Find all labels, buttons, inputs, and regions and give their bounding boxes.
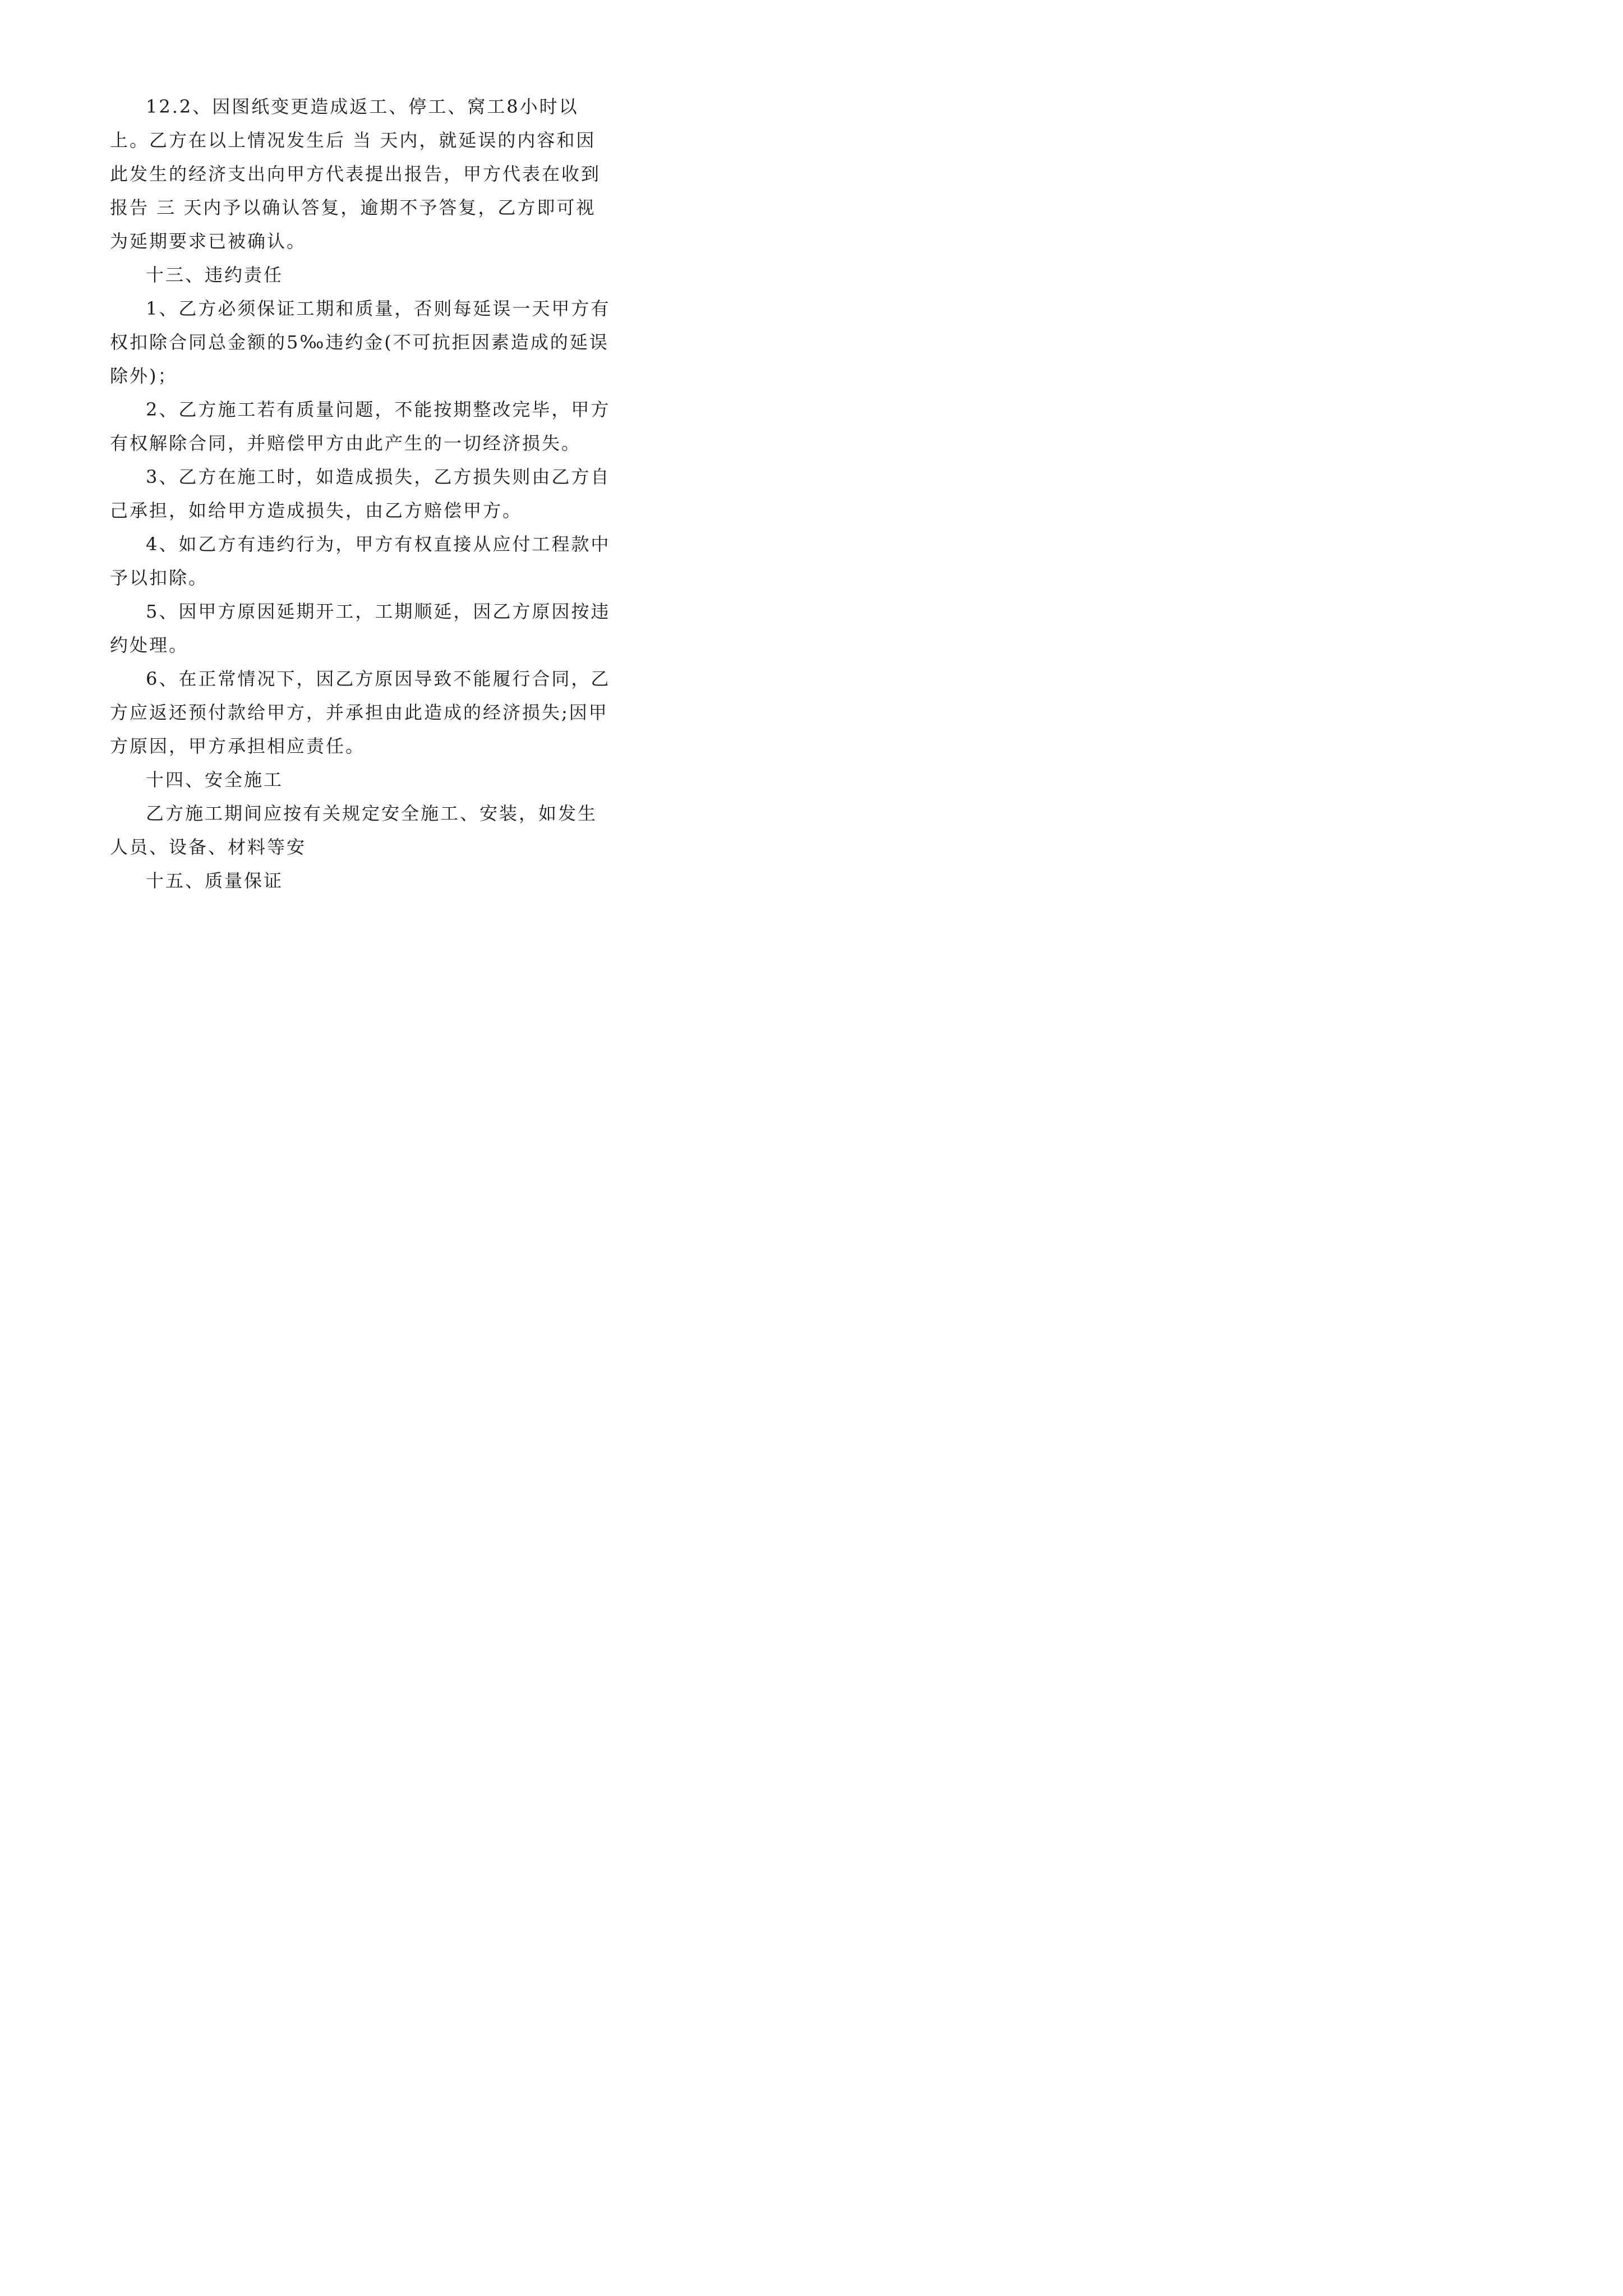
document-body (110, 90, 615, 898)
document-page (0, 0, 713, 1010)
section-heading-15: 十五、质量保证 (146, 870, 284, 891)
paragraph-13-6: 6、在正常情况下，因乙方原因导致不能履行合同，乙方应返还预付款给甲方，并承担由此造成的经济损失;因甲方原因，甲方承担相应责任。 (110, 668, 611, 757)
paragraph-13-2: 2、乙方施工若有质量问题，不能按期整改完毕，甲方有权解除合同，并赔偿甲方由此产生的一切经济损失。 (110, 399, 611, 454)
paragraph-13-1: 1、乙方必须保证工期和质量，否则每延误一天甲方有权扣除合同总金额的5‰违约金(不可抗拒因素造成的延误除外)； (110, 298, 611, 386)
paragraph-13-3: 3、乙方在施工时，如造成损失，乙方损失则由乙方自己承担，如给甲方造成损失，由乙方赔偿甲方。 (110, 466, 611, 521)
section-heading-13: 十三、违约责任 (146, 264, 284, 286)
paragraph-14-1: 乙方施工期间应按有关规定安全施工、安装，如发生人员、设备、材料等安 (110, 803, 598, 858)
paragraph-12-2: 12.2、因图纸变更造成返工、停工、窝工8小时以上。乙方在以上情况发生后 当 天内，就延误的内容和因此发生的经济支出向甲方代表提出报告，甲方代表在收到报告 三 天内予以确认答复，逾期不予答复，乙方即可视为延期要求已被确认。 (110, 96, 601, 252)
section-heading-14: 十四、安全施工 (146, 769, 284, 790)
paragraph-13-5: 5、因甲方原因延期开工，工期顺延，因乙方原因按违约处理。 (110, 601, 611, 656)
paragraph-13-4: 4、如乙方有违约行为，甲方有权直接从应付工程款中予以扣除。 (110, 533, 611, 588)
